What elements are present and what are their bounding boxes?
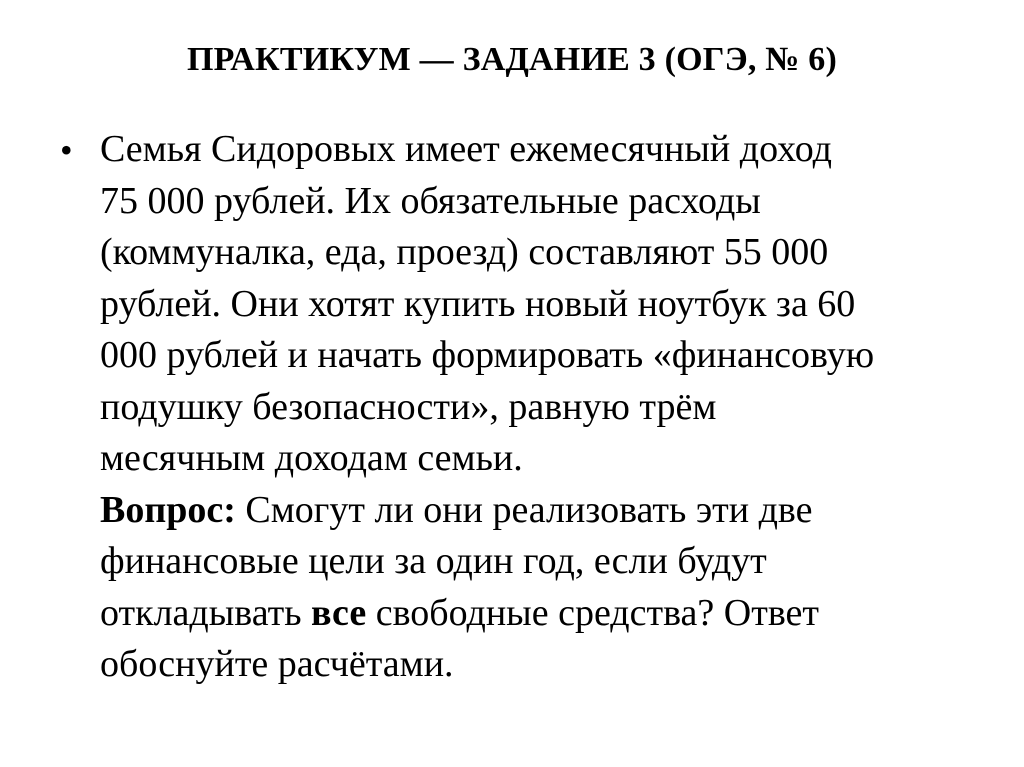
paragraph-line: (коммуналка, еда, проезд) составляют 55 000 <box>100 231 829 273</box>
question-text: Смогут ли они реализовать эти две <box>235 488 813 531</box>
question-text: свободные средства? Ответ <box>366 591 820 634</box>
bullet-icon: • <box>60 130 73 170</box>
question-line-1 <box>100 485 990 537</box>
question-line-3 <box>100 588 990 640</box>
question-label: Вопрос: <box>100 488 236 531</box>
paragraph-line: 75 000 рублей. Их обязательные расходы <box>100 179 761 222</box>
slide-body <box>60 124 990 691</box>
paragraph-line: рублей. Они хотят купить новый ноутбук за 60 <box>100 282 856 325</box>
question-line-4: обоснуйте расчётами. <box>100 643 454 685</box>
paragraph-line: Семья Сидоровых имеет ежемесячный доход <box>100 128 832 170</box>
question-text: откладывать <box>100 591 312 634</box>
task-text <box>100 124 990 691</box>
question-line-2: финансовые цели за один год, если будут <box>100 540 767 582</box>
paragraph-line: месячным доходам семьи. <box>100 437 523 479</box>
paragraph-line: 000 рублей и начать формировать «финансовую <box>100 334 875 376</box>
slide-title: ПРАКТИКУМ — ЗАДАНИЕ 3 (ОГЭ, № 6) <box>186 41 838 78</box>
emphasis-word: все <box>311 591 367 634</box>
paragraph-line: подушку безопасности», равную трём <box>100 385 717 428</box>
